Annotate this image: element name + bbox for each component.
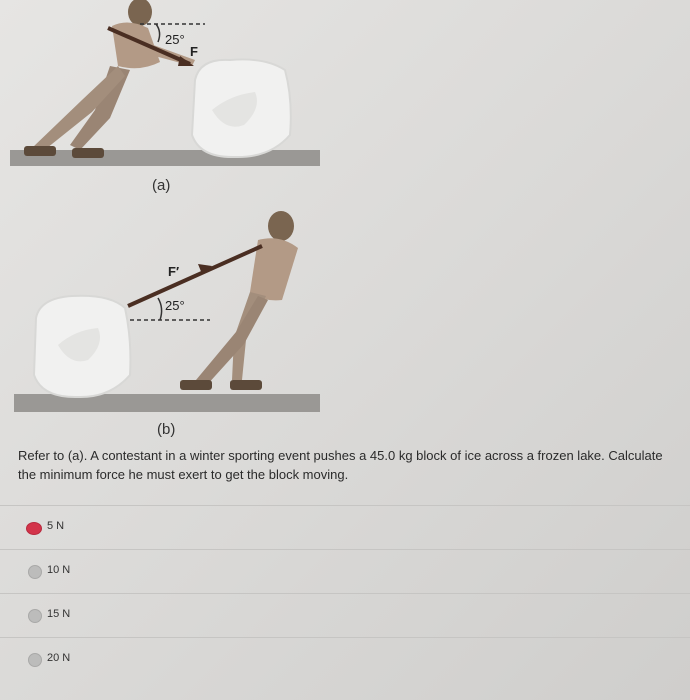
answer-label: 5 N [47, 520, 65, 532]
angle-label-b: 25° [165, 298, 185, 313]
answer-label: 20 N [47, 652, 71, 664]
answer-option-3[interactable] [0, 593, 690, 636]
ground-b [14, 394, 320, 412]
force-label-a: F [190, 44, 198, 59]
answer-label: 15 N [47, 608, 71, 620]
question-text: Refer to (a). A contestant in a winter sporting event pushes a 45.0 kg block of ice across a frozen lake. Calculate the minimum force he must exert to get the block moving. [18, 448, 663, 482]
radio-button-selected[interactable] [26, 522, 42, 535]
caption-b: (b) [157, 421, 176, 438]
caption-a: (a) [152, 177, 171, 194]
figure-part-a [10, 0, 320, 166]
force-arrow-b [128, 246, 262, 306]
answer-option-2[interactable] [0, 549, 690, 592]
angle-label-a: 25° [165, 32, 185, 47]
radio-button[interactable] [28, 565, 42, 579]
figure-part-b [14, 211, 320, 412]
ground-a [10, 150, 320, 166]
radio-button[interactable] [28, 653, 42, 667]
answer-option-1[interactable] [0, 505, 690, 548]
force-label-b: F′ [168, 264, 180, 279]
answer-option-4[interactable] [0, 637, 690, 680]
radio-button[interactable] [28, 609, 42, 623]
person-pulling-b [180, 211, 298, 390]
angle-arc-b [158, 298, 162, 320]
answer-label: 10 N [47, 564, 71, 576]
angle-arc-a [156, 24, 160, 42]
